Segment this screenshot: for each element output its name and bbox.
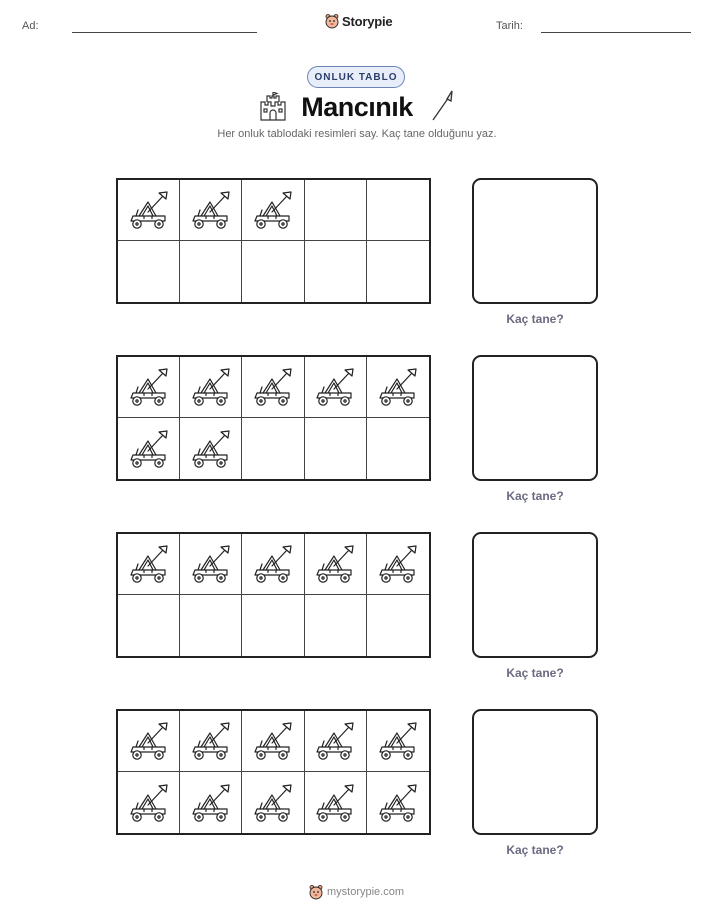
ten-frame-cell bbox=[367, 534, 429, 595]
ten-frame-cell bbox=[242, 180, 304, 241]
ten-frame bbox=[116, 178, 431, 304]
ten-frame-cell bbox=[305, 418, 367, 479]
ten-frame-cell bbox=[305, 357, 367, 418]
answer-label: Kaç tane? bbox=[506, 312, 564, 326]
catapult-icon bbox=[127, 542, 171, 586]
ten-frame-cell bbox=[305, 241, 367, 302]
footer-url: mystorypie.com bbox=[327, 886, 405, 898]
catapult-icon bbox=[251, 365, 295, 409]
title-row bbox=[0, 90, 714, 124]
catapult-icon bbox=[251, 719, 295, 763]
answer-box[interactable] bbox=[472, 355, 598, 481]
catapult-icon bbox=[127, 781, 171, 825]
ten-frame-cell bbox=[242, 534, 304, 595]
ten-frame-cell bbox=[242, 711, 304, 772]
catapult-icon bbox=[376, 542, 420, 586]
catapult-icon bbox=[313, 365, 357, 409]
catapult-icon bbox=[251, 542, 295, 586]
ten-frame-cell bbox=[367, 418, 429, 479]
catapult-icon bbox=[376, 719, 420, 763]
catapult-icon bbox=[313, 781, 357, 825]
catapult-icon bbox=[376, 781, 420, 825]
catapult-icon bbox=[127, 719, 171, 763]
ten-frame-cell bbox=[367, 772, 429, 833]
ten-frame-cell bbox=[118, 241, 180, 302]
ten-frame-cell bbox=[180, 357, 242, 418]
ten-frame-cell bbox=[305, 595, 367, 656]
ten-frame-cell bbox=[118, 772, 180, 833]
worksheet-type-badge: ONLUK TABLO bbox=[307, 66, 405, 88]
catapult-icon bbox=[127, 188, 171, 232]
catapult-icon bbox=[189, 427, 233, 471]
answer-box[interactable] bbox=[472, 709, 598, 835]
catapult-icon bbox=[127, 365, 171, 409]
catapult-icon bbox=[313, 719, 357, 763]
ten-frame-cell bbox=[367, 357, 429, 418]
catapult-icon bbox=[313, 542, 357, 586]
answer-label: Kaç tane? bbox=[506, 666, 564, 680]
catapult-icon bbox=[189, 365, 233, 409]
ten-frame-cell bbox=[180, 772, 242, 833]
ten-frame-cell bbox=[180, 241, 242, 302]
ten-frame bbox=[116, 532, 431, 658]
ten-frame-cell bbox=[242, 241, 304, 302]
ten-frame bbox=[116, 355, 431, 481]
footer bbox=[309, 884, 404, 900]
ten-frame-cell bbox=[180, 711, 242, 772]
ten-frame-cell bbox=[367, 711, 429, 772]
date-line[interactable] bbox=[541, 32, 691, 33]
answer-box[interactable] bbox=[472, 178, 598, 304]
catapult-icon bbox=[189, 542, 233, 586]
instructions: Her onluk tablodaki resimleri say. Kaç tane olduğunu yaz. bbox=[217, 128, 497, 140]
catapult-icon bbox=[376, 365, 420, 409]
ten-frame-cell bbox=[367, 180, 429, 241]
ten-frame-cell bbox=[242, 772, 304, 833]
catapult-icon bbox=[127, 427, 171, 471]
date-label: Tarih: bbox=[496, 20, 523, 32]
ten-frame-cell bbox=[242, 357, 304, 418]
ten-frame-cell bbox=[118, 534, 180, 595]
answer-box[interactable] bbox=[472, 532, 598, 658]
page-title: Mancınık bbox=[301, 92, 413, 122]
answer-label: Kaç tane? bbox=[506, 843, 564, 857]
name-line[interactable] bbox=[72, 32, 257, 33]
ten-frame-cell bbox=[180, 418, 242, 479]
ten-frame-cell bbox=[118, 357, 180, 418]
spear-icon bbox=[430, 90, 456, 122]
brand-logo bbox=[325, 13, 392, 29]
brand-name: Storypie bbox=[342, 13, 393, 29]
ten-frame-cell bbox=[180, 180, 242, 241]
ten-frame-cell bbox=[118, 180, 180, 241]
storypie-mascot-icon bbox=[325, 13, 339, 29]
name-label: Ad: bbox=[22, 20, 39, 32]
storypie-mascot-icon bbox=[309, 884, 323, 900]
ten-frame-cell bbox=[118, 711, 180, 772]
ten-frame-cell bbox=[305, 711, 367, 772]
ten-frame-cell bbox=[367, 595, 429, 656]
ten-frame-cell bbox=[367, 241, 429, 302]
answer-label: Kaç tane? bbox=[506, 489, 564, 503]
ten-frame-cell bbox=[180, 534, 242, 595]
ten-frame-cell bbox=[118, 418, 180, 479]
ten-frame-cell bbox=[118, 595, 180, 656]
ten-frame-cell bbox=[242, 595, 304, 656]
catapult-icon bbox=[251, 781, 295, 825]
catapult-icon bbox=[189, 781, 233, 825]
ten-frame-cell bbox=[305, 180, 367, 241]
catapult-icon bbox=[251, 188, 295, 232]
ten-frame-cell bbox=[242, 418, 304, 479]
ten-frame-cell bbox=[180, 595, 242, 656]
ten-frame bbox=[116, 709, 431, 835]
catapult-icon bbox=[189, 188, 233, 232]
ten-frame-cell bbox=[305, 772, 367, 833]
catapult-icon bbox=[189, 719, 233, 763]
ten-frame-cell bbox=[305, 534, 367, 595]
